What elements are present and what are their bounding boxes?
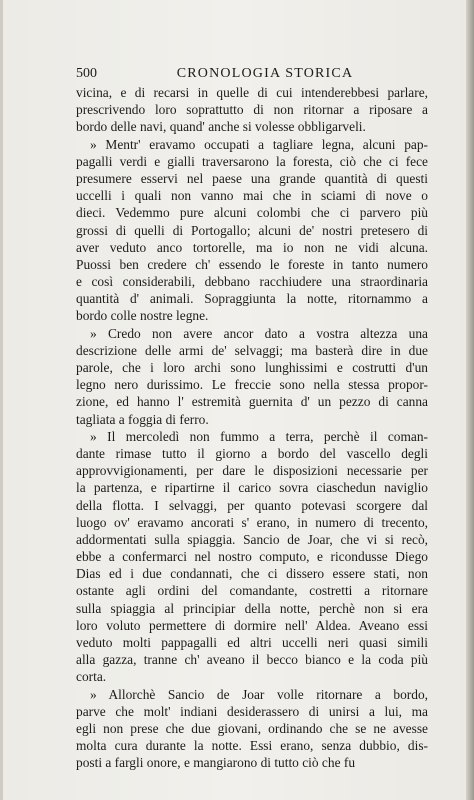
text-line: sulla spiaggia al principiar della notte, perchè non si era (76, 600, 428, 616)
text-line: tagliata a foggia di ferro. (76, 411, 209, 427)
text-line: bordo colle nostre legne. (76, 308, 209, 324)
text-line: Puossi ben credere ch' essendo le foreste in tanto numero (76, 256, 428, 272)
text-line: aver veduto anco tortorelle, ma io non ne vidi alcuna. (76, 239, 428, 255)
text-line: legno nero durissimo. Le freccie sono nella stessa propor- (76, 377, 428, 393)
text-line: descrizione delle armi de' selvaggi; ma basterà dire in due (76, 342, 428, 358)
paragraph (76, 428, 428, 686)
page-left-edge (0, 0, 3, 800)
text-line: parole, che i loro archi sono lunghissimi e costrutti d'un (76, 360, 428, 375)
text-line: zione, ed hanno l' estremità guernita d' un pezzo di canna (76, 394, 428, 410)
text-line: quantità d' animali. Sopraggiunta la notte, ritornammo a (76, 291, 428, 307)
text-line: vicina, e di recarsi in quelle di cui intenderebbesi parlare, (76, 85, 428, 100)
text-line: molta cura durante la notte. Essi erano, senza dubbio, dis- (76, 738, 428, 754)
text-line: ostante agli ordini del comandante, costretti a ritornare (76, 583, 428, 599)
paragraph (76, 325, 428, 428)
text-line: » Credo non avere ancor dato a vostra altezza una (90, 325, 428, 341)
text-line: addormentati sulla spiaggia. Sancio de Joar, che vi si recò, (76, 531, 428, 547)
body-text (76, 84, 428, 772)
paragraph (76, 84, 428, 136)
text-line: bordo delle navi, quand' anche si volesse obbligarveli. (76, 119, 366, 135)
text-line: egli non prese che due giovani, ordinando che se ne avesse (76, 720, 428, 736)
text-line: alla gazza, tranne ch' aveano il becco bianco e la coda più (76, 652, 428, 668)
paragraph (76, 686, 428, 772)
page-right-edge (466, 0, 474, 800)
text-line: » Allorchè Sancio de Joar volle ritornare a bordo, (90, 686, 428, 702)
text-line: prescrivendo loro soprattutto di non ritornar a riposare a (76, 102, 428, 118)
text-line: approvvigionamenti, per dare le disposizioni necessarie per (76, 463, 428, 479)
text-line: parve che molt' indiani desiderassero di unirsi a lui, ma (76, 703, 428, 719)
paragraph (76, 136, 428, 325)
text-line: dante rimase tutto il giorno a bordo del vascello degli (76, 445, 428, 461)
text-line: uccelli i quali non vanno mai che in sciami di nove o (76, 188, 428, 204)
text-line: grossi di quelli di Portogallo; alcuni de' nostri pretesero di (76, 222, 428, 238)
text-line: Dias ed i due condannati, che ci dissero essere stati, non (76, 566, 428, 582)
text-line: e così considerabili, debbano racchiudere una straordinaria (76, 274, 428, 290)
text-line: corta. (76, 669, 107, 685)
text-line: la partenza, e ripartirne il carico sovra ciaschedun naviglio (76, 480, 428, 496)
text-line: luogo ov' eravamo ancorati s' erano, in numero di trecento, (76, 514, 428, 530)
text-line: » Mentr' eravamo occupati a tagliare legna, alcuni pap- (90, 136, 428, 152)
text-line: presumere esservi nel paese una grande quantità di questi (76, 170, 428, 186)
text-line: dieci. Vedemmo pure alcuni colombi che ci parvero più (76, 205, 428, 221)
text-line: pagalli verdi e gialli traversarono la foresta, ciò che ci fece (76, 153, 428, 169)
text-line: » Il mercoledì non fummo a terra, perchè il coman- (90, 428, 428, 444)
text-line: veduto molti pappagalli ed altri uccelli neri quasi simili (76, 635, 428, 650)
text-line: posti a fargli onore, e mangiarono di tutto ciò che fu (76, 755, 356, 771)
text-line: della flotta. I selvaggi, per quanto potevasi scorgere dal (76, 497, 428, 513)
page-number: 500 (76, 66, 97, 81)
running-title: CRONOLOGIA STORICA (176, 66, 354, 81)
text-line: loro voluto permettere di dormire nell' Aldea. Aveano essi (76, 617, 428, 633)
text-line: ebbe a confermarci nel nostro computo, e ricondusse Diego (76, 549, 428, 565)
page-header (76, 66, 428, 84)
